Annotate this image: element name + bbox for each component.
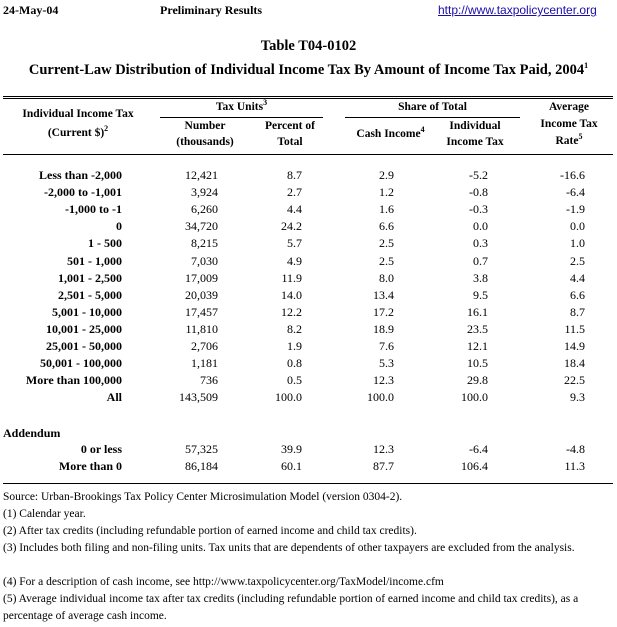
cell-number: 17,457 bbox=[185, 304, 218, 319]
cell-label: 2,501 - 5,000 bbox=[58, 287, 122, 302]
header-rule-top-1 bbox=[3, 96, 613, 97]
cell-number: 86,184 bbox=[185, 459, 218, 473]
cell-number: 8,215 bbox=[191, 236, 218, 251]
cell-rate: 6.6 bbox=[570, 287, 585, 302]
table-row bbox=[0, 339, 617, 356]
cell-cash: 5.3 bbox=[379, 356, 394, 371]
income-tax-header: Income Tax bbox=[446, 136, 504, 148]
cell-tax: 0.3 bbox=[473, 236, 488, 251]
cell-tax: 23.5 bbox=[467, 321, 488, 336]
table-title: Current-Law Distribution of Individual Income Tax By Amount of Income Tax Paid, 2004$^1$ bbox=[28, 61, 589, 78]
cell-tax: 106.4 bbox=[461, 459, 488, 473]
table-row bbox=[0, 442, 617, 459]
cell-tax: 16.1 bbox=[467, 304, 488, 319]
cell-rate: 2.5 bbox=[570, 253, 585, 268]
cell-tax: 12.1 bbox=[467, 339, 488, 353]
cell-rate: -4.8 bbox=[566, 442, 585, 456]
cell-label: 50,001 - 100,000 bbox=[40, 356, 122, 371]
cell-percent: 0.5 bbox=[287, 373, 302, 388]
cell-cash: 7.6 bbox=[379, 339, 394, 353]
number-header: Number bbox=[184, 120, 226, 132]
cell-percent: 1.9 bbox=[287, 339, 302, 353]
cell-cash: 87.7 bbox=[373, 459, 394, 473]
cell-rate: 8.7 bbox=[570, 304, 585, 319]
cell-cash: 1.6 bbox=[379, 202, 394, 217]
footnote-1: (1) Calendar year. bbox=[3, 508, 86, 520]
cell-cash: 6.6 bbox=[379, 219, 394, 234]
cell-rate: -1.9 bbox=[566, 202, 585, 217]
tpc-link[interactable]: http://www.taxpolicycenter.org bbox=[438, 3, 597, 17]
cell-cash: 13.4 bbox=[373, 287, 394, 302]
addendum-heading: Addendum bbox=[3, 426, 61, 440]
cell-number: 3,924 bbox=[191, 185, 218, 200]
col-current-dollars-header: (Current $)$^2$ bbox=[47, 124, 109, 139]
cell-label: Less than -2,000 bbox=[38, 168, 122, 182]
header-rule-top-2 bbox=[3, 98, 613, 99]
tax-units-header: Tax Units$^3$ bbox=[215, 98, 268, 113]
cell-number: 12,421 bbox=[185, 168, 218, 182]
footnote-3: (3) Includes both filing and non-filing units. Tax units that are dependents of other taxpayers are excluded from the analysis. bbox=[3, 542, 575, 554]
cell-label: All bbox=[106, 390, 122, 405]
cell-percent: 2.7 bbox=[287, 185, 302, 200]
cell-percent: 60.1 bbox=[281, 459, 302, 473]
cell-tax: 10.5 bbox=[467, 356, 488, 371]
cell-cash: 12.3 bbox=[373, 373, 394, 388]
cell-number: 57,325 bbox=[185, 442, 218, 456]
cell-percent: 12.2 bbox=[281, 304, 302, 319]
average-income-tax-header: Income Tax bbox=[540, 118, 598, 130]
thousands-header: (thousands) bbox=[176, 136, 234, 148]
cell-tax: 0.0 bbox=[473, 219, 488, 234]
cell-label: 1,001 - 2,500 bbox=[58, 270, 122, 285]
cell-rate: 18.4 bbox=[564, 356, 585, 371]
cell-cash: 12.3 bbox=[373, 442, 394, 456]
cell-percent: 24.2 bbox=[281, 219, 302, 234]
cell-label: 10,001 - 25,000 bbox=[46, 321, 122, 336]
cell-percent: 8.7 bbox=[287, 168, 302, 182]
cell-label: 1 - 500 bbox=[88, 236, 122, 251]
cell-label: -2,000 to -1,001 bbox=[44, 185, 122, 200]
cell-rate: 11.5 bbox=[564, 321, 585, 336]
cell-number: 7,030 bbox=[191, 253, 218, 268]
cell-cash: 17.2 bbox=[373, 304, 394, 319]
table-row bbox=[0, 288, 617, 305]
table-row bbox=[0, 305, 617, 322]
cell-number: 143,509 bbox=[179, 390, 218, 405]
table-row bbox=[0, 390, 617, 407]
average-header: Average bbox=[548, 101, 589, 113]
cell-tax: 0.7 bbox=[473, 253, 488, 268]
percent-total-header: Total bbox=[277, 136, 303, 148]
cell-cash: 2.9 bbox=[379, 168, 394, 182]
table-row bbox=[0, 373, 617, 390]
cell-tax: -5.2 bbox=[469, 168, 488, 182]
cell-label: 0 or less bbox=[80, 442, 122, 456]
cell-label: -1,000 to -1 bbox=[65, 202, 122, 217]
cell-percent: 4.9 bbox=[287, 253, 302, 268]
cell-number: 20,039 bbox=[185, 287, 218, 302]
report-date: 24-May-04 bbox=[3, 3, 59, 17]
table-row bbox=[0, 254, 617, 271]
cell-percent: 8.2 bbox=[287, 321, 302, 336]
cell-cash: 100.0 bbox=[367, 390, 394, 405]
cell-number: 6,260 bbox=[191, 202, 218, 217]
table-id: Table T04-0102 bbox=[260, 38, 357, 54]
cell-percent: 4.4 bbox=[287, 202, 302, 217]
share-rule bbox=[345, 117, 520, 118]
table-row bbox=[0, 322, 617, 339]
header-rule-bottom bbox=[3, 154, 613, 155]
source-note: Source: Urban-Brookings Tax Policy Center Microsimulation Model (version 0304-2). bbox=[3, 491, 403, 503]
cell-label: 25,001 - 50,000 bbox=[46, 339, 122, 353]
table-row bbox=[0, 459, 617, 476]
cell-label: More than 0 bbox=[58, 459, 122, 473]
cell-percent: 5.7 bbox=[287, 236, 302, 251]
table-row bbox=[0, 168, 617, 185]
cell-cash: 2.5 bbox=[379, 253, 394, 268]
cell-cash: 18.9 bbox=[373, 321, 394, 336]
percent-header: Percent of bbox=[265, 120, 315, 132]
cell-number: 34,720 bbox=[185, 219, 218, 234]
report-status: Preliminary Results bbox=[160, 3, 263, 17]
cell-label: More than 100,000 bbox=[25, 373, 122, 388]
cell-rate: -16.6 bbox=[560, 168, 585, 182]
cell-rate: 0.0 bbox=[570, 219, 585, 234]
table-row bbox=[0, 219, 617, 236]
table-row bbox=[0, 271, 617, 288]
table-row bbox=[0, 185, 617, 202]
rate-header: Rate$^5$ bbox=[555, 132, 583, 147]
cell-cash: 8.0 bbox=[379, 270, 394, 285]
cell-number: 1,181 bbox=[191, 356, 218, 371]
footnote-4: (4) For a description of cash income, see http://www.taxpolicycenter.org/TaxModel/income.cfm bbox=[3, 576, 444, 588]
cell-cash: 2.5 bbox=[379, 236, 394, 251]
cell-rate: 11.3 bbox=[564, 459, 585, 473]
cell-tax: -0.8 bbox=[469, 185, 488, 200]
cell-label: 501 - 1,000 bbox=[67, 253, 122, 268]
individual-income-tax-header: Individual bbox=[449, 120, 501, 132]
cell-tax: 9.5 bbox=[473, 287, 488, 302]
table-row bbox=[0, 236, 617, 253]
cell-tax: 3.8 bbox=[473, 270, 488, 285]
cell-percent: 11.9 bbox=[281, 270, 302, 285]
table-row bbox=[0, 202, 617, 219]
cell-tax: 100.0 bbox=[461, 390, 488, 405]
cell-percent: 14.0 bbox=[281, 287, 302, 302]
cell-percent: 39.9 bbox=[281, 442, 302, 456]
cell-percent: 100.0 bbox=[275, 390, 302, 405]
cell-rate: 22.5 bbox=[564, 373, 585, 388]
col-income-tax-header: Individual Income Tax bbox=[22, 108, 134, 120]
cell-label: 5,001 - 10,000 bbox=[52, 304, 122, 319]
cell-percent: 0.8 bbox=[287, 356, 302, 371]
share-of-total-header: Share of Total bbox=[398, 101, 467, 113]
cell-tax: 29.8 bbox=[467, 373, 488, 388]
cell-rate: 9.3 bbox=[570, 390, 585, 405]
cash-income-header: Cash Income$^4$ bbox=[356, 125, 425, 140]
cell-number: 17,009 bbox=[185, 270, 218, 285]
tax-units-rule bbox=[160, 117, 323, 118]
cell-label: 0 bbox=[116, 219, 122, 234]
cell-rate: 14.9 bbox=[564, 339, 585, 353]
cell-tax: -6.4 bbox=[469, 442, 488, 456]
cell-number: 11,810 bbox=[185, 321, 218, 336]
footnote-2: (2) After tax credits (including refundable portion of earned income and child tax credits). bbox=[3, 525, 417, 537]
footnote-5: (5) Average individual income tax after tax credits (including refundable portion of earned income and child tax credits), as a percentage of average cash income. bbox=[3, 593, 579, 622]
cell-tax: -0.3 bbox=[469, 202, 488, 217]
cell-rate: 1.0 bbox=[570, 236, 585, 251]
cell-number: 736 bbox=[200, 373, 218, 388]
cell-cash: 1.2 bbox=[379, 185, 394, 200]
cell-rate: 4.4 bbox=[570, 270, 585, 285]
cell-rate: -6.4 bbox=[566, 185, 585, 200]
table-bottom-rule bbox=[3, 483, 613, 484]
table-row bbox=[0, 356, 617, 373]
cell-number: 2,706 bbox=[191, 339, 218, 353]
